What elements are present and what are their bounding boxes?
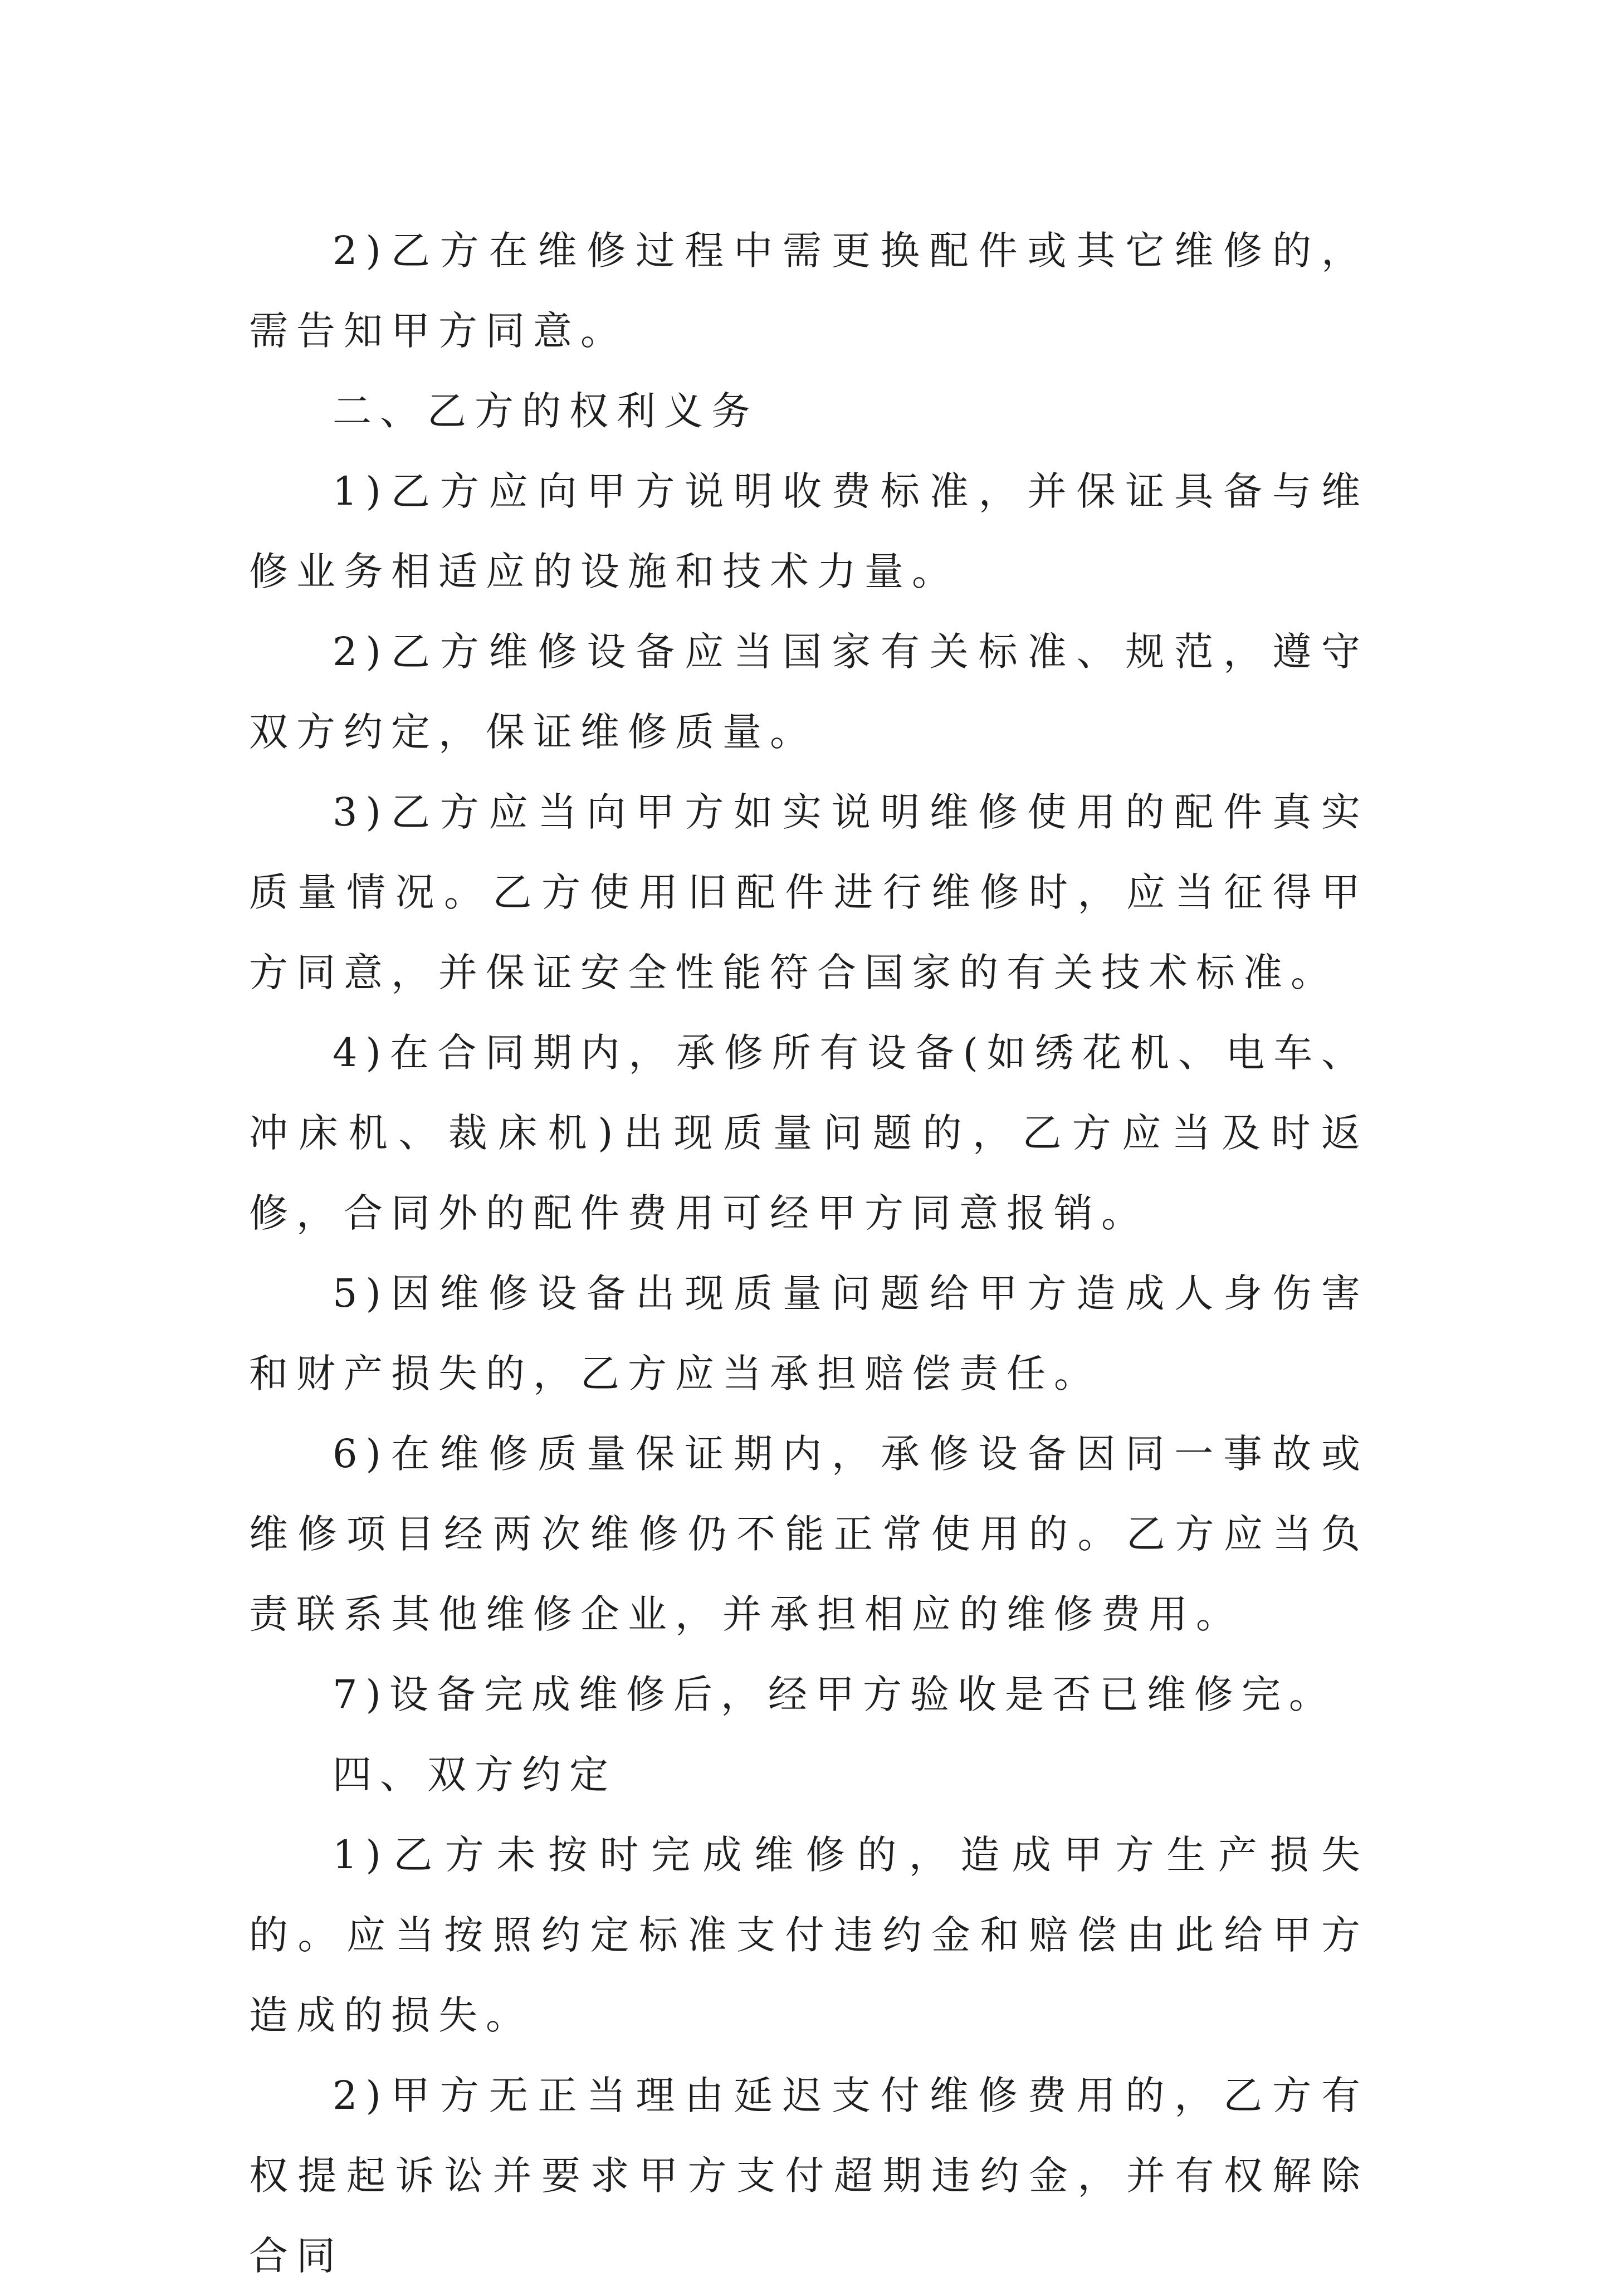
- paragraph-clause-1-delay: 1)乙方未按时完成维修的，造成甲方生产损失的。应当按照约定标准支付违约金和赔偿由此给甲方造成的损失。: [249, 1832, 1369, 2038]
- paragraph-clause-3-parts: 3)乙方应当向甲方如实说明维修使用的配件真实质量情况。乙方使用旧配件进行维修时，应当征得甲方同意，并保证安全性能符合国家的有关技术标准。: [249, 789, 1369, 995]
- paragraph-clause-5-compensation: 5)因维修设备出现质量问题给甲方造成人身伤害和财产损失的，乙方应当承担赔偿责任。: [249, 1271, 1369, 1396]
- paragraph-clause-7-acceptance: 7)设备完成维修后，经甲方验收是否已维修完。: [333, 1672, 1336, 1717]
- paragraph-clause-4-contract-period: 4)在合同期内，承修所有设备(如绣花机、电车、冲床机、裁床机)出现质量问题的，乙方应当及时返修，合同外的配件费用可经甲方同意报销。: [249, 1030, 1369, 1236]
- paragraph-clause-2-standards: 2)乙方维修设备应当国家有关标准、规范，遵守双方约定，保证维修质量。: [249, 629, 1369, 755]
- document-body: [249, 211, 1369, 2296]
- section-heading-mutual-agreement: 四、双方约定: [333, 1752, 617, 1797]
- section-heading-party-b-rights: 二、乙方的权利义务: [333, 388, 759, 434]
- paragraph-clause-6-warranty: 6)在维修质量保证期内，承修设备因同一事故或维修项目经两次维修仍不能正常使用的。乙方应当负责联系其他维修企业，并承担相应的维修费用。: [249, 1431, 1369, 1637]
- paragraph-clause-2-payment: 2)甲方无正当理由延迟支付维修费用的，乙方有权提起诉讼并要求甲方支付超期违约金，并有权解除合同: [249, 2073, 1369, 2279]
- paragraph-clause-1-fees: 1)乙方应向甲方说明收费标准，并保证具备与维修业务相适应的设施和技术力量。: [249, 468, 1369, 594]
- paragraph-clause-2-notify: 2)乙方在维修过程中需更换配件或其它维修的，需告知甲方同意。: [249, 228, 1369, 354]
